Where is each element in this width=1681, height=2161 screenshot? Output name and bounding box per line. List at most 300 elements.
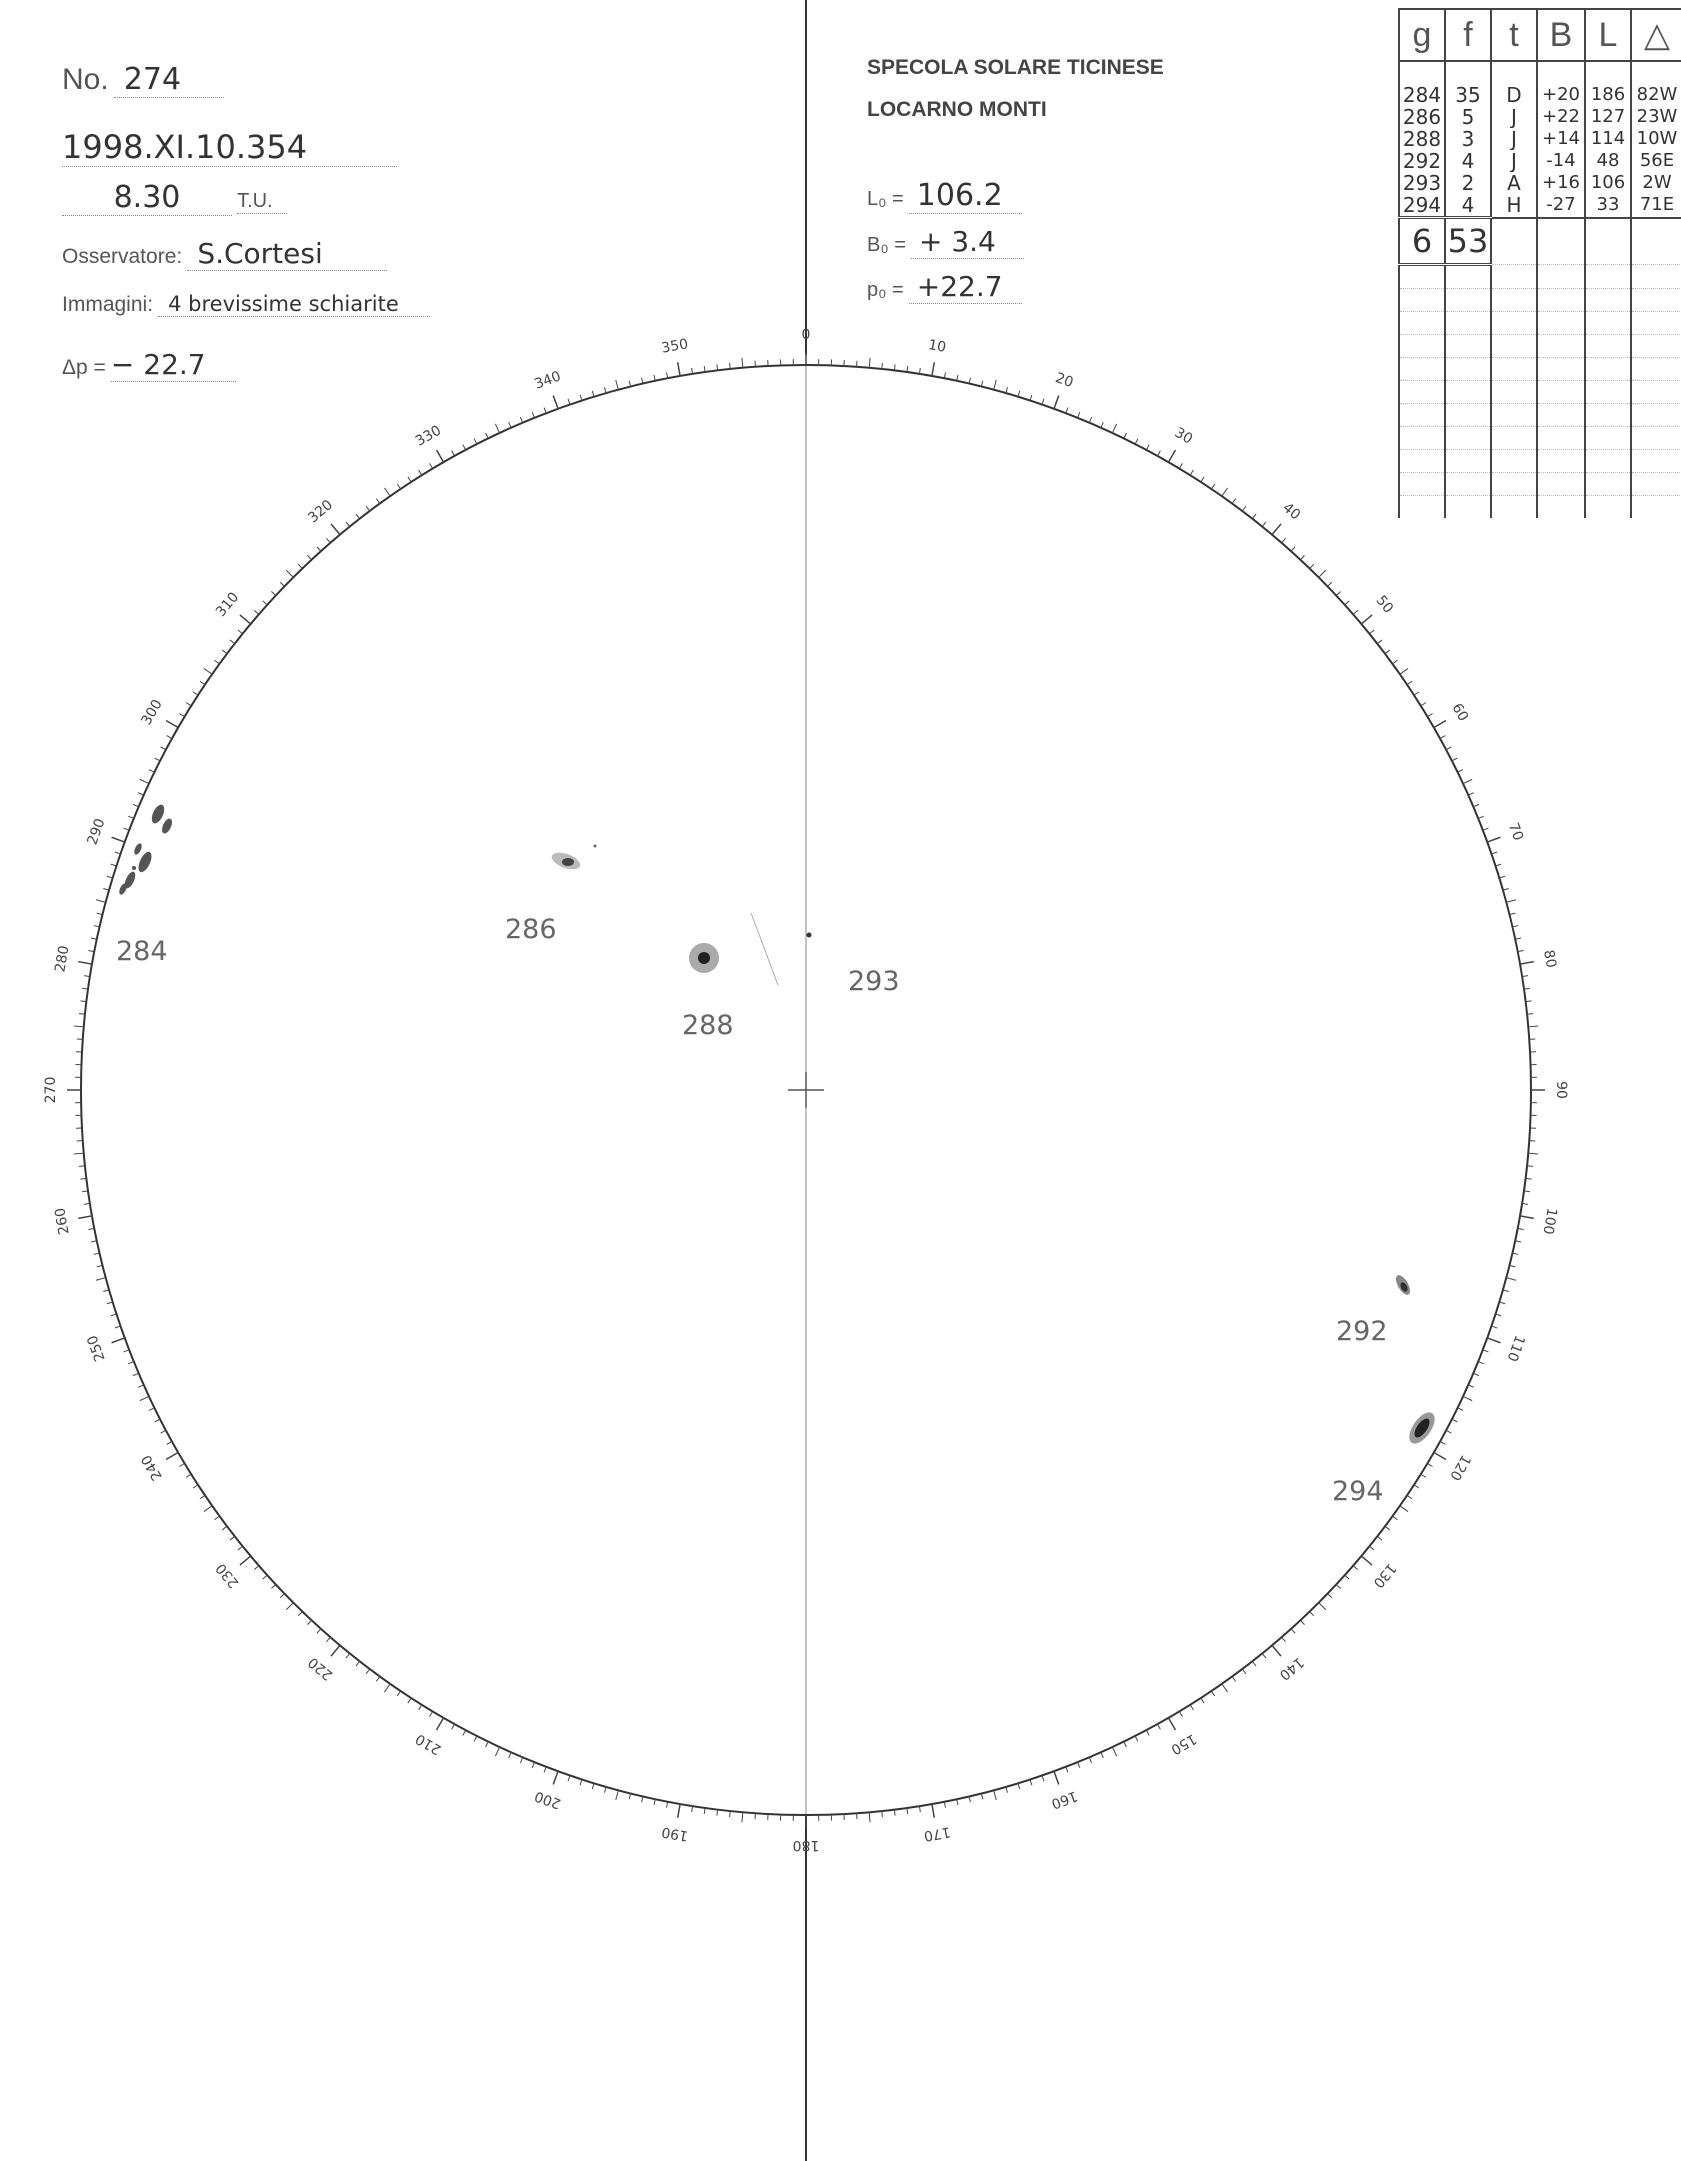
position-angle-label: 310 — [212, 589, 243, 621]
group-label-294: 294 — [1332, 1476, 1384, 1507]
cell-f: 2 — [1445, 172, 1491, 194]
tick-mark — [932, 362, 934, 376]
table-header-row — [1399, 9, 1681, 61]
tick-mark — [155, 1419, 160, 1422]
L0-row — [867, 178, 1022, 214]
table-blank-row — [1399, 450, 1681, 473]
B0-value: + 3.4 — [911, 225, 1024, 259]
position-angle-label: 280 — [52, 944, 73, 974]
tick-mark — [969, 378, 970, 384]
position-angle-label: 150 — [1167, 1730, 1200, 1758]
tick-mark — [1018, 1783, 1020, 1789]
tick-mark — [495, 1747, 499, 1756]
table-blank-row — [1399, 265, 1681, 289]
tick-mark — [1528, 1026, 1538, 1027]
position-angle-label: 300 — [138, 696, 166, 729]
position-angle-label: 320 — [305, 496, 337, 527]
cell-t: D — [1491, 84, 1537, 106]
p0-row — [867, 270, 1022, 304]
cell-B: +14 — [1537, 128, 1585, 150]
cell-f: 5 — [1445, 106, 1491, 128]
tick-mark — [1042, 1776, 1044, 1782]
tick-mark — [568, 399, 570, 405]
tick-mark — [263, 601, 267, 605]
tick-mark — [254, 610, 259, 614]
tick-mark — [730, 1811, 731, 1817]
tick-mark — [1446, 747, 1451, 750]
tick-mark — [1515, 938, 1521, 939]
tick-mark — [1377, 640, 1382, 644]
tick-mark — [1487, 1338, 1500, 1343]
tick-mark — [96, 900, 106, 903]
tick-mark — [532, 1762, 534, 1768]
tick-mark — [155, 758, 160, 761]
tick-mark — [1089, 1757, 1091, 1763]
tick-mark — [91, 938, 97, 939]
tick-mark — [356, 1661, 360, 1666]
tick-mark — [1345, 601, 1349, 605]
tick-mark — [1006, 1787, 1008, 1793]
tick-mark — [520, 1757, 522, 1763]
sunspot-group-288 — [689, 943, 719, 973]
tick-mark — [133, 804, 139, 806]
tick-mark — [1478, 1362, 1484, 1364]
tick-mark — [1252, 1661, 1256, 1666]
tick-mark — [115, 1326, 121, 1328]
tick-mark — [1414, 1485, 1419, 1488]
time-unit: T.U. — [237, 190, 287, 214]
tick-mark — [1222, 488, 1228, 496]
tick-mark — [882, 363, 883, 369]
tick-mark — [103, 1290, 109, 1292]
tick-mark — [1520, 1216, 1534, 1218]
tick-mark — [331, 1645, 340, 1656]
cell-L: 114 — [1585, 128, 1631, 150]
tick-mark — [605, 387, 607, 393]
cell-g: 293 — [1399, 172, 1445, 194]
tick-mark — [186, 703, 191, 706]
tick-mark — [919, 1806, 920, 1812]
tick-mark — [1520, 962, 1534, 964]
position-angle-label: 340 — [532, 368, 564, 393]
tick-mark — [366, 506, 370, 511]
tick-mark — [115, 852, 121, 854]
tick-mark — [474, 1736, 477, 1741]
tick-mark — [1452, 758, 1457, 761]
tick-mark — [430, 1711, 433, 1716]
tick-mark — [271, 1584, 275, 1588]
tick-mark — [1006, 387, 1008, 393]
cell-B: +20 — [1537, 84, 1585, 106]
tick-mark — [1527, 1166, 1533, 1167]
position-angle-label: 170 — [922, 1823, 952, 1844]
tick-mark — [1407, 681, 1412, 684]
delta-p-label: Δp = — [62, 356, 106, 379]
total-groups: 6 — [1399, 218, 1445, 265]
tick-mark — [1468, 793, 1473, 795]
position-angle-label: 270 — [43, 1076, 59, 1104]
tick-mark — [1427, 1463, 1432, 1466]
table-row — [1399, 106, 1681, 128]
position-angle-label: 240 — [138, 1451, 166, 1484]
tick-mark — [376, 1677, 380, 1682]
tick-mark — [1506, 900, 1516, 903]
tick-mark — [1146, 1730, 1149, 1735]
cell-B: -14 — [1537, 150, 1585, 172]
tick-mark — [1272, 524, 1281, 535]
tick-mark — [124, 1350, 130, 1352]
tick-mark — [544, 1767, 546, 1773]
group-label-288: 288 — [682, 1010, 734, 1041]
tick-mark — [1232, 1677, 1236, 1682]
table-row — [1399, 150, 1681, 172]
tick-mark — [240, 615, 251, 624]
table-blank-row — [1399, 496, 1681, 519]
images-value: 4 brevissime schiarite — [158, 292, 430, 317]
tick-mark — [94, 926, 100, 927]
tick-mark — [1310, 1612, 1314, 1616]
tick-mark — [1527, 1014, 1533, 1015]
tick-mark — [111, 1314, 117, 1316]
cell-delta: 2W — [1631, 172, 1681, 194]
tick-mark — [678, 1804, 680, 1818]
tick-mark — [307, 1620, 311, 1624]
tick-mark — [79, 1166, 85, 1167]
header-f: f — [1445, 9, 1491, 61]
tick-mark — [88, 951, 94, 952]
tick-mark — [1222, 1684, 1228, 1692]
tick-mark — [193, 692, 198, 695]
tick-mark — [957, 1799, 958, 1805]
tick-mark — [1528, 1153, 1538, 1154]
tick-mark — [346, 522, 350, 527]
position-angle-label: 30 — [1171, 424, 1196, 448]
tick-mark — [1499, 876, 1505, 878]
tick-mark — [1452, 1419, 1457, 1422]
tick-mark — [1393, 1516, 1398, 1520]
tick-mark — [981, 1793, 982, 1799]
header-delta: △ — [1631, 9, 1681, 61]
tick-mark — [592, 1783, 594, 1789]
cell-L: 106 — [1585, 172, 1631, 194]
tick-mark — [307, 555, 311, 559]
tick-mark — [1124, 433, 1127, 438]
tick-mark — [437, 450, 444, 462]
tick-mark — [419, 1705, 422, 1710]
table-row — [1399, 172, 1681, 194]
tick-mark — [1242, 506, 1246, 511]
tick-mark — [1393, 660, 1398, 664]
tick-mark — [486, 1742, 489, 1747]
tick-mark — [1522, 1203, 1528, 1204]
tick-mark — [1078, 412, 1080, 418]
tick-mark — [384, 1684, 390, 1692]
tick-mark — [605, 1787, 607, 1793]
tick-mark — [580, 395, 582, 401]
tick-mark — [112, 837, 125, 842]
tick-mark — [994, 1790, 997, 1800]
tick-mark — [1101, 422, 1103, 427]
cell-g: 294 — [1399, 194, 1445, 218]
institute-name: SPECOLA SOLARE TICINESE — [867, 56, 1164, 79]
position-angle-label: 330 — [412, 422, 445, 450]
tick-mark — [263, 1575, 267, 1579]
tick-mark — [1157, 1724, 1160, 1729]
tick-mark — [1369, 1546, 1374, 1550]
observer-label: Osservatore: — [62, 245, 183, 268]
tick-mark — [1242, 1669, 1246, 1674]
tick-mark — [204, 1506, 212, 1512]
tick-mark — [1518, 1228, 1524, 1229]
tick-mark — [1179, 463, 1182, 468]
tick-mark — [280, 582, 284, 586]
tick-mark — [629, 381, 630, 387]
position-angle-label: 140 — [1275, 1653, 1307, 1684]
tick-mark — [1518, 951, 1524, 952]
tick-mark — [1463, 779, 1472, 783]
tick-mark — [667, 1802, 668, 1808]
tick-mark — [1492, 1326, 1498, 1328]
tick-mark — [88, 1228, 94, 1229]
tick-mark — [1078, 1762, 1080, 1768]
cell-delta: 56E — [1631, 150, 1681, 172]
institute-location: LOCARNO MONTI — [867, 98, 1047, 121]
tick-mark — [1458, 1408, 1463, 1411]
tick-mark — [932, 1804, 934, 1818]
sunspot-group-284 — [118, 803, 174, 896]
tick-mark — [1282, 538, 1286, 543]
tick-mark — [1252, 514, 1256, 519]
tick-mark — [331, 524, 340, 535]
tick-mark — [882, 1811, 883, 1817]
group-label-286: 286 — [505, 914, 557, 945]
table-blank-row — [1399, 335, 1681, 358]
tick-mark — [149, 1408, 154, 1411]
position-angle-label: 100 — [1539, 1206, 1560, 1236]
tick-mark — [1353, 1566, 1358, 1570]
tick-mark — [384, 488, 390, 496]
tick-mark — [222, 650, 227, 654]
tick-mark — [1190, 1705, 1193, 1710]
position-angle-label: 160 — [1048, 1787, 1080, 1812]
tick-mark — [94, 1253, 100, 1254]
cell-delta: 71E — [1631, 194, 1681, 218]
tick-mark — [240, 1556, 251, 1565]
tick-mark — [74, 1026, 84, 1027]
L0-label: L₀ = — [867, 188, 904, 210]
tick-mark — [356, 514, 360, 519]
tick-mark — [1515, 1241, 1521, 1242]
tick-mark — [1054, 396, 1059, 409]
tick-mark — [317, 547, 321, 551]
position-angle-label: 260 — [52, 1206, 73, 1236]
table-blank-row — [1399, 312, 1681, 335]
cell-f: 3 — [1445, 128, 1491, 150]
tick-mark — [1112, 1747, 1116, 1756]
delta-p-row — [62, 348, 236, 382]
tick-mark — [1232, 499, 1236, 504]
tick-mark — [298, 1612, 302, 1616]
tick-mark — [1496, 864, 1502, 866]
tick-mark — [654, 375, 655, 381]
time-value: 8.30 — [62, 180, 232, 216]
tick-mark — [730, 363, 731, 369]
tick-mark — [317, 1629, 321, 1633]
tick-mark — [452, 1724, 455, 1729]
cell-f: 35 — [1445, 84, 1491, 106]
tick-mark — [1328, 1594, 1332, 1598]
cell-B: -27 — [1537, 194, 1585, 218]
position-angle-label: 190 — [660, 1823, 690, 1844]
tick-mark — [509, 1752, 511, 1757]
p0-label: p₀ = — [867, 279, 904, 301]
p0-value: +22.7 — [909, 270, 1022, 304]
table-blank-row — [1399, 381, 1681, 404]
position-angle-label: 20 — [1053, 369, 1076, 392]
position-angle-label: 200 — [532, 1787, 564, 1812]
tick-mark — [869, 358, 870, 368]
position-angle-label: 120 — [1446, 1451, 1474, 1484]
tick-mark — [592, 391, 594, 397]
tick-mark — [408, 477, 411, 482]
tick-mark — [1492, 852, 1498, 854]
tick-mark — [1512, 1253, 1518, 1254]
tick-mark — [222, 1526, 227, 1530]
tick-mark — [1300, 555, 1304, 559]
tick-mark — [124, 828, 130, 830]
tick-mark — [486, 433, 489, 438]
tick-mark — [1262, 1653, 1266, 1658]
tick-mark — [1440, 1441, 1445, 1444]
tick-mark — [1446, 1430, 1451, 1433]
tick-mark — [230, 1536, 235, 1540]
tick-mark — [1201, 477, 1204, 482]
tick-mark — [1468, 1385, 1473, 1387]
cell-delta: 23W — [1631, 106, 1681, 128]
tick-mark — [1300, 1620, 1304, 1624]
tick-mark — [286, 1603, 293, 1610]
sunspot-group-292 — [1393, 1273, 1413, 1297]
position-angle-label: 110 — [1503, 1332, 1528, 1364]
position-angle-label: 250 — [84, 1332, 109, 1364]
tick-mark — [128, 816, 134, 818]
tick-mark — [1463, 1396, 1472, 1400]
tick-mark — [957, 375, 958, 381]
tick-mark — [1101, 1752, 1103, 1757]
tick-mark — [654, 1799, 655, 1805]
tick-mark — [138, 1385, 143, 1387]
tick-mark — [161, 747, 166, 750]
position-angle-label: 70 — [1504, 820, 1527, 843]
tick-mark — [271, 591, 275, 595]
tick-mark — [1499, 1302, 1505, 1304]
tick-mark — [1434, 1453, 1446, 1460]
tick-mark — [74, 1153, 84, 1154]
tick-mark — [1328, 582, 1332, 586]
tick-mark — [568, 1776, 570, 1782]
tick-mark — [167, 1441, 172, 1444]
tick-mark — [326, 538, 330, 543]
tick-mark — [186, 1474, 191, 1477]
cell-L: 186 — [1585, 84, 1631, 106]
tick-mark — [1169, 450, 1176, 462]
sunspot-group-286 — [550, 845, 597, 873]
tick-mark — [553, 396, 558, 409]
cell-g: 286 — [1399, 106, 1445, 128]
tick-mark — [1291, 1629, 1295, 1633]
cell-g: 292 — [1399, 150, 1445, 172]
L0-value: 106.2 — [909, 178, 1022, 214]
tick-mark — [179, 714, 184, 717]
tick-mark — [430, 463, 433, 468]
tick-mark — [286, 570, 293, 577]
tick-mark — [463, 445, 466, 450]
tick-mark — [200, 681, 205, 684]
header-t: t — [1491, 9, 1537, 61]
tick-mark — [1361, 1556, 1372, 1565]
position-angle-label: 50 — [1372, 592, 1397, 617]
tick-mark — [179, 1463, 184, 1466]
cell-t: A — [1491, 172, 1537, 194]
tick-mark — [84, 976, 90, 977]
cell-g: 284 — [1399, 84, 1445, 106]
tick-mark — [1400, 668, 1408, 674]
tick-mark — [1407, 1495, 1412, 1498]
tick-mark — [1319, 570, 1326, 577]
tick-mark — [1066, 1767, 1068, 1773]
tick-mark — [91, 1241, 97, 1242]
tick-mark — [298, 564, 302, 568]
tick-mark — [452, 451, 455, 456]
tick-mark — [366, 1669, 370, 1674]
tick-mark — [1319, 1603, 1326, 1610]
header-B: B — [1537, 9, 1585, 61]
tick-mark — [616, 1790, 619, 1800]
header-g: g — [1399, 9, 1445, 61]
tick-mark — [346, 1653, 350, 1658]
number-label: No. — [62, 63, 109, 96]
group-label-293: 293 — [848, 966, 900, 997]
tick-mark — [1272, 1645, 1281, 1656]
B0-label: B₀ = — [867, 234, 906, 256]
position-angle-label: 60 — [1448, 700, 1472, 725]
tick-mark — [238, 630, 243, 634]
tick-mark — [1042, 399, 1044, 405]
tick-mark — [112, 1338, 125, 1343]
tick-mark — [107, 1302, 113, 1304]
tick-mark — [84, 1203, 90, 1204]
cell-t: H — [1491, 194, 1537, 218]
tick-mark — [1458, 770, 1463, 773]
tick-mark — [580, 1780, 582, 1786]
tick-mark — [1377, 1536, 1382, 1540]
observation-date: 1998.XI.10.354 — [62, 128, 397, 167]
tick-mark — [1157, 451, 1160, 456]
tick-mark — [326, 1637, 330, 1642]
cell-delta: 10W — [1631, 128, 1681, 150]
tick-mark — [981, 381, 982, 387]
tick-mark — [1440, 736, 1445, 739]
tick-mark — [692, 368, 693, 374]
group-label-292: 292 — [1336, 1316, 1388, 1347]
tick-mark — [1345, 1575, 1349, 1579]
tick-mark — [204, 668, 212, 674]
tick-mark — [1262, 522, 1266, 527]
tick-mark — [495, 424, 499, 433]
header-L: L — [1585, 9, 1631, 61]
cell-t: J — [1491, 106, 1537, 128]
cell-B: +22 — [1537, 106, 1585, 128]
